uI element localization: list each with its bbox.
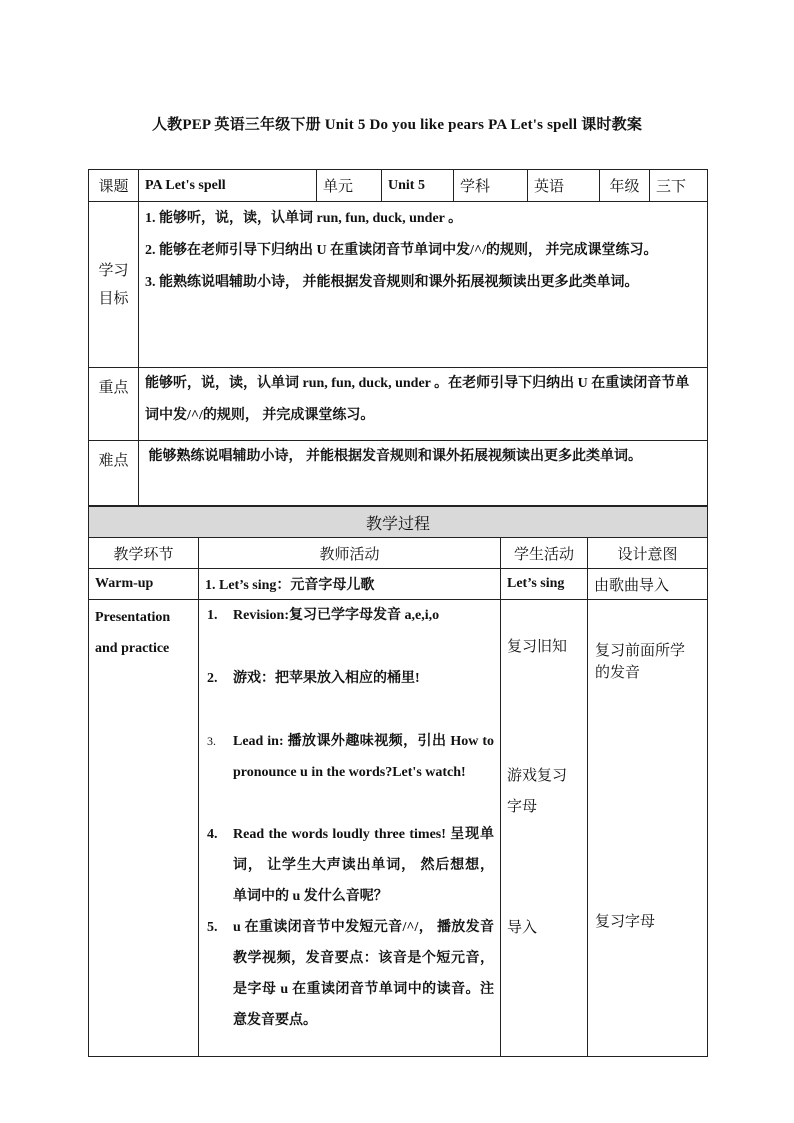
document-title: 人教PEP 英语三年级下册 Unit 5 Do you like pears PA Let's spell 课时教案: [151, 117, 643, 133]
purpose-1-line1: 复习前面所学: [595, 643, 686, 659]
teacher-step-3-num: 3.: [207, 734, 216, 748]
presentation-stage-line1: Presentation: [95, 610, 171, 625]
goals-label-line2: 目标: [98, 290, 129, 307]
teacher-step-2: [199, 663, 500, 726]
teacher-step-4: [199, 819, 500, 912]
column-header-teacher: 教师活动: [199, 538, 501, 569]
goal-item-1: 1. 能够听，说，读，认单词 run, fun, duck, under 。: [145, 211, 463, 226]
process-header: 教学过程: [89, 507, 708, 538]
teaching-process-table: [88, 506, 708, 1057]
key-content: [139, 368, 708, 441]
presentation-purpose: [588, 600, 708, 1057]
subject-value: 英语: [528, 170, 600, 202]
warmup-purpose: 由歌曲导入: [588, 569, 708, 600]
presentation-student: [501, 600, 588, 1057]
difficult-label: 难点: [89, 441, 139, 506]
warmup-teacher: 1. Let’s sing：元音字母儿歌: [199, 569, 501, 600]
teacher-step-3: [199, 726, 500, 819]
presentation-stage-line2: and practice: [95, 641, 170, 656]
teacher-step-5: [199, 912, 500, 1036]
teacher-step-4-text: Read the words loudly three times! 呈现单词， 让学生大声读出单词， 然后想想， 单词中的 u 发什么音呢？: [233, 827, 494, 904]
difficult-content: [139, 441, 708, 506]
goals-content: [139, 202, 708, 368]
teacher-step-1-text: Revision:复习已学字母发音 a,e,i,o: [233, 608, 440, 623]
teacher-step-4-num: 4.: [207, 827, 218, 842]
teacher-step-2-text: 游戏：把苹果放入相应的桶里!: [233, 671, 420, 686]
student-activity-2: [507, 761, 567, 823]
column-header-stage: 教学环节: [89, 538, 199, 569]
purpose-1-line2: 的发音: [595, 665, 641, 681]
student-activity-3: 导入: [507, 920, 538, 936]
teacher-step-2-num: 2.: [207, 671, 218, 686]
warmup-stage: Warm-up: [89, 569, 199, 600]
goal-item-2: 2. 能够在老师引导下归纳出 U 在重读闭音节单词中发/^/的规则， 并完成课堂练习。: [145, 243, 658, 258]
key-text: 能够听，说，读，认单词 run, fun, duck, under 。在老师引导下归纳出 U 在重读闭音节单词中发/^/的规则， 并完成课堂练习。: [145, 376, 690, 423]
teacher-step-5-num: 5.: [207, 920, 218, 935]
key-label: 重点: [89, 368, 139, 441]
goal-item-3: 3. 能熟练说唱辅助小诗， 并能根据发音规则和课外拓展视频读出更多此类单词。: [145, 275, 639, 290]
goals-label-line1: 学习: [98, 262, 129, 279]
teacher-step-3-text: Lead in: 播放课外趣味视频，引出 How to pronounce u in the words?Let's watch!: [233, 734, 494, 780]
student-activity-1: 复习旧知: [507, 639, 568, 655]
purpose-1: [595, 640, 685, 684]
column-header-purpose: 设计意图: [588, 538, 708, 569]
warmup-student: Let’s sing: [501, 569, 588, 600]
unit-label: 单元: [317, 170, 382, 202]
difficult-text: 能够熟练说唱辅助小诗， 并能根据发音规则和课外拓展视频读出更多此类单词。: [145, 449, 642, 464]
unit-value: Unit 5: [382, 170, 454, 202]
goals-label: [89, 202, 139, 368]
subject-label: 学科: [454, 170, 528, 202]
student-activity-2-line2: 字母: [507, 799, 538, 815]
column-header-student: 学生活动: [501, 538, 588, 569]
topic-label: 课题: [89, 170, 139, 202]
purpose-2: 复习字母: [595, 914, 656, 930]
presentation-stage: [89, 600, 199, 1057]
grade-value: 三下: [650, 170, 708, 202]
lesson-info-table: [88, 169, 708, 506]
teacher-step-1-num: 1.: [207, 608, 218, 623]
teacher-step-5-text: u 在重读闭音节中发短元音/^/， 播放发音教学视频，发音要点：该音是个短元音，是字母 u 在重读闭音节单词中的读音。注意发音要点。: [233, 920, 494, 1028]
presentation-teacher: [199, 600, 501, 1057]
student-activity-2-line1: 游戏复习: [507, 768, 568, 784]
teacher-step-1: [199, 600, 500, 663]
topic-value: PA Let's spell: [139, 170, 317, 202]
grade-label: 年级: [600, 170, 650, 202]
